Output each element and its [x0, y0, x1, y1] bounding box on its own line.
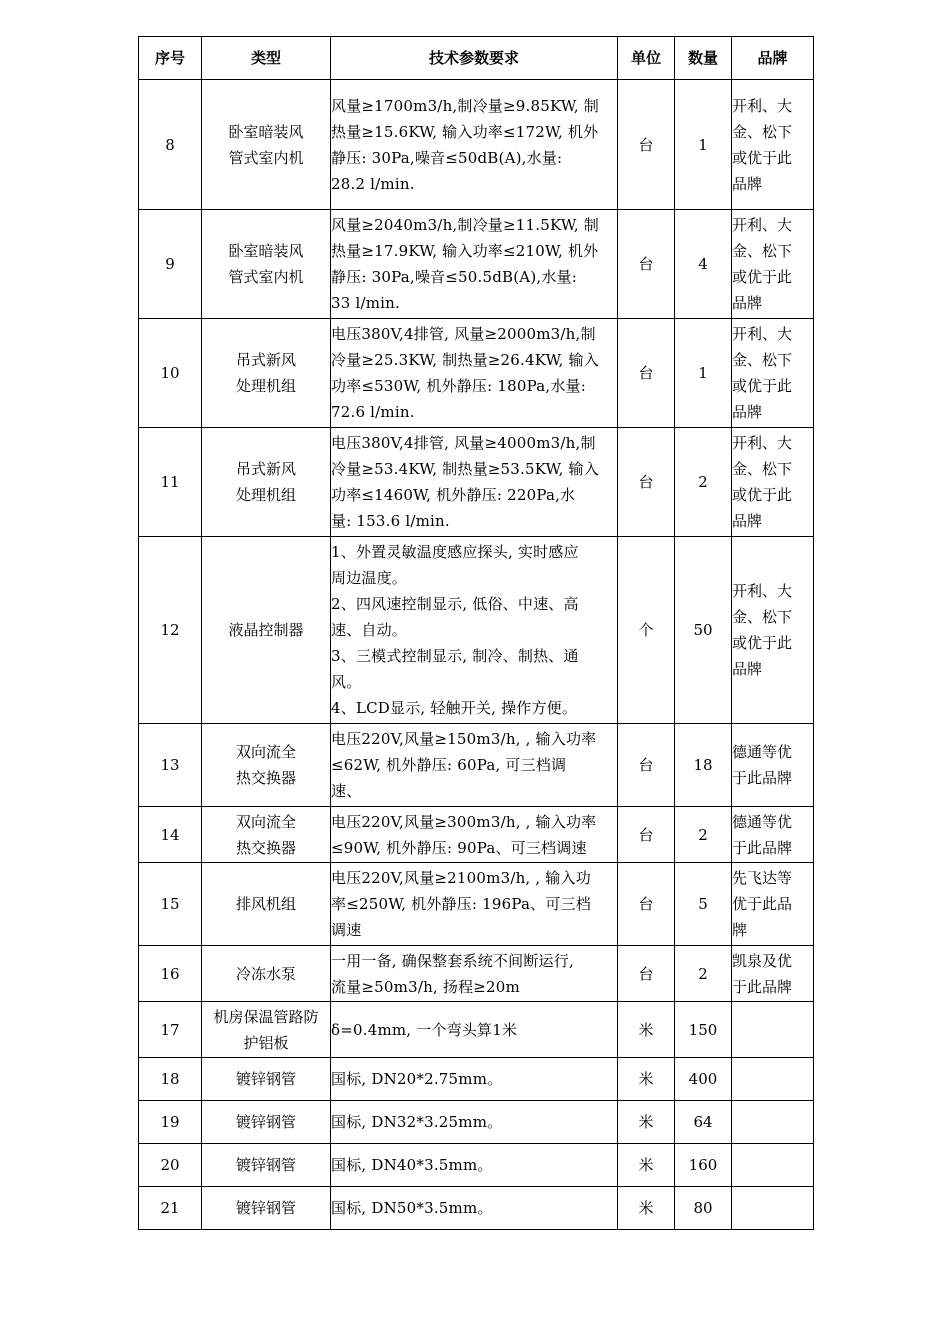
row-no: 15 [139, 863, 202, 946]
row-tech-line: 72.6 l/min. [331, 403, 415, 421]
row-tech-line: 一用一备, 确保整套系统不间断运行, [331, 951, 574, 970]
row-brand-line: 金、松下 [732, 242, 793, 260]
row-brand [732, 428, 814, 537]
row-tech [331, 1002, 618, 1058]
row-qty: 1 [675, 319, 732, 428]
row-no: 17 [139, 1002, 202, 1058]
row-type-line: 热交换器 [235, 838, 296, 857]
row-tech-line: 国标, DN32*3.25mm。 [331, 1113, 503, 1131]
row-type-line: 镀锌钢管 [235, 1199, 296, 1217]
row-brand-line: 品牌 [732, 660, 763, 678]
header-type: 类型 [202, 37, 331, 80]
row-no: 19 [139, 1101, 202, 1144]
row-unit: 台 [618, 807, 675, 863]
row-no: 12 [139, 537, 202, 724]
row-tech-line: 静压: 30Pa,噪音≤50.5dB(A),水量: [331, 268, 577, 286]
row-no: 20 [139, 1144, 202, 1187]
row-type [202, 210, 331, 319]
row-tech-line: 速、 [331, 782, 362, 800]
row-unit: 米 [618, 1058, 675, 1101]
row-brand-line: 于此品牌 [732, 838, 793, 857]
row-brand [732, 1101, 814, 1144]
row-qty: 50 [675, 537, 732, 724]
row-tech-line: 4、LCD显示, 轻触开关, 操作方便。 [331, 699, 578, 717]
row-brand [732, 1058, 814, 1101]
row-tech [331, 863, 618, 946]
row-type-line: 热交换器 [235, 769, 296, 787]
row-type [202, 1101, 331, 1144]
row-tech-line: 风量≥2040m3/h,制冷量≥11.5KW, 制 [331, 216, 599, 234]
row-brand [732, 210, 814, 319]
row-tech-line: 冷量≥25.3KW, 制热量≥26.4KW, 输入 [331, 351, 599, 369]
row-brand-line: 开利、大 [732, 216, 793, 234]
row-type [202, 724, 331, 807]
row-brand-line: 先飞达等 [732, 869, 793, 887]
row-tech-line: 热量≥15.6KW, 输入功率≤172W, 机外 [331, 122, 599, 141]
row-tech-line: δ=0.4mm, 一个弯头算1米 [331, 1020, 518, 1039]
row-no: 9 [139, 210, 202, 319]
row-brand-line: 金、松下 [732, 608, 793, 626]
row-brand-line: 品牌 [732, 294, 763, 312]
table-row [139, 319, 814, 428]
row-unit: 米 [618, 1187, 675, 1230]
header-unit: 单位 [618, 37, 675, 80]
row-brand [732, 863, 814, 946]
row-tech-line: 28.2 l/min. [331, 174, 415, 193]
row-brand-line: 开利、大 [732, 325, 793, 343]
row-brand-line: 金、松下 [732, 351, 793, 369]
row-tech-line: 电压380V,4排管, 风量≥2000m3/h,制 [331, 325, 596, 343]
row-brand-line: 开利、大 [732, 96, 793, 115]
row-brand-line: 品牌 [732, 512, 763, 530]
row-type-line: 液晶控制器 [228, 621, 304, 639]
equipment-spec-table [138, 36, 814, 1230]
header-row [139, 37, 814, 80]
row-unit: 台 [618, 428, 675, 537]
row-type-line: 双向流全 [235, 743, 296, 761]
row-brand [732, 1187, 814, 1230]
row-type-line: 卧室暗装风 [228, 122, 304, 141]
row-type-line: 镀锌钢管 [235, 1113, 296, 1131]
table-row [139, 1187, 814, 1230]
row-tech-line: ≤90W, 机外静压: 90Pa、可三档调速 [331, 838, 587, 857]
row-unit: 米 [618, 1101, 675, 1144]
row-unit: 米 [618, 1002, 675, 1058]
row-brand-line: 品牌 [732, 174, 763, 193]
row-no: 8 [139, 80, 202, 210]
row-type [202, 80, 331, 210]
table-row [139, 807, 814, 863]
row-unit: 个 [618, 537, 675, 724]
table-row [139, 210, 814, 319]
row-brand-line: 德通等优 [732, 743, 793, 761]
row-tech [331, 80, 618, 210]
header-no: 序号 [139, 37, 202, 80]
row-tech-line: 速、自动。 [331, 621, 408, 639]
row-tech-line: 1、外置灵敏温度感应探头, 实时感应 [331, 543, 579, 561]
row-brand-line: 牌 [732, 921, 748, 939]
row-tech-line: 功率≤530W, 机外静压: 180Pa,水量: [331, 377, 586, 395]
row-type-line: 冷冻水泵 [235, 964, 296, 983]
table-row [139, 724, 814, 807]
row-tech [331, 1058, 618, 1101]
row-brand [732, 537, 814, 724]
row-unit: 台 [618, 210, 675, 319]
row-tech-line: 风量≥1700m3/h,制冷量≥9.85KW, 制 [331, 96, 599, 115]
row-tech [331, 319, 618, 428]
row-type-line: 处理机组 [235, 486, 296, 504]
table-row [139, 1144, 814, 1187]
row-type-line: 卧室暗装风 [228, 242, 304, 260]
row-tech-line: 国标, DN40*3.5mm。 [331, 1156, 493, 1174]
row-tech-line: 33 l/min. [331, 294, 400, 312]
row-type [202, 807, 331, 863]
row-brand-line: 凯泉及优 [732, 951, 793, 970]
row-unit: 台 [618, 946, 675, 1002]
row-tech-line: 电压220V,风量≥2100m3/h, , 输入功 [331, 869, 591, 887]
row-brand-line: 或优于此 [732, 486, 793, 504]
row-brand [732, 80, 814, 210]
row-type-line: 镀锌钢管 [235, 1156, 296, 1174]
row-brand [732, 319, 814, 428]
row-tech-line: 2、四风速控制显示, 低俗、中速、高 [331, 595, 579, 613]
row-type [202, 1187, 331, 1230]
row-type-line: 管式室内机 [228, 148, 304, 167]
row-tech [331, 1101, 618, 1144]
table-row [139, 537, 814, 724]
row-qty: 150 [675, 1002, 732, 1058]
row-tech-line: 电压220V,风量≥300m3/h, , 输入功率 [331, 812, 597, 831]
row-type-line: 护铝板 [243, 1033, 289, 1052]
row-brand-line: 金、松下 [732, 122, 793, 141]
row-no: 21 [139, 1187, 202, 1230]
table-row [139, 1002, 814, 1058]
row-type [202, 319, 331, 428]
row-tech [331, 428, 618, 537]
row-qty: 1 [675, 80, 732, 210]
row-brand [732, 1144, 814, 1187]
row-brand-line: 优于此品 [732, 895, 793, 913]
row-qty: 64 [675, 1101, 732, 1144]
row-qty: 2 [675, 946, 732, 1002]
row-tech-line: 电压220V,风量≥150m3/h, , 输入功率 [331, 730, 597, 748]
row-tech [331, 724, 618, 807]
row-no: 13 [139, 724, 202, 807]
header-brand: 品牌 [732, 37, 814, 80]
row-type-line: 排风机组 [235, 895, 296, 913]
header-qty: 数量 [675, 37, 732, 80]
row-qty: 4 [675, 210, 732, 319]
row-tech-line: 电压380V,4排管, 风量≥4000m3/h,制 [331, 434, 596, 452]
row-type [202, 1058, 331, 1101]
row-qty: 400 [675, 1058, 732, 1101]
table-row [139, 1101, 814, 1144]
row-brand-line: 或优于此 [732, 148, 793, 167]
row-brand-line: 品牌 [732, 403, 763, 421]
row-unit: 米 [618, 1144, 675, 1187]
row-tech-line: 3、三模式控制显示, 制冷、制热、通 [331, 647, 579, 665]
row-tech-line: 量: 153.6 l/min. [331, 512, 450, 530]
row-brand [732, 1002, 814, 1058]
row-qty: 5 [675, 863, 732, 946]
row-unit: 台 [618, 319, 675, 428]
row-tech-line: 国标, DN20*2.75mm。 [331, 1070, 503, 1088]
row-no: 14 [139, 807, 202, 863]
row-brand-line: 金、松下 [732, 460, 793, 478]
row-brand-line: 或优于此 [732, 377, 793, 395]
row-type [202, 537, 331, 724]
row-type [202, 863, 331, 946]
row-tech-line: ≤62W, 机外静压: 60Pa, 可三档调 [331, 756, 567, 774]
row-tech-line: 风。 [331, 673, 362, 691]
row-tech-line: 静压: 30Pa,噪音≤50dB(A),水量: [331, 148, 563, 167]
row-tech-line: 功率≤1460W, 机外静压: 220Pa,水 [331, 486, 576, 504]
row-tech-line: 周边温度。 [331, 569, 408, 587]
table-row [139, 863, 814, 946]
row-tech [331, 946, 618, 1002]
row-no: 18 [139, 1058, 202, 1101]
row-tech [331, 537, 618, 724]
row-unit: 台 [618, 80, 675, 210]
row-tech-line: 冷量≥53.4KW, 制热量≥53.5KW, 输入 [331, 460, 599, 478]
row-no: 16 [139, 946, 202, 1002]
table-row [139, 428, 814, 537]
row-tech-line: 国标, DN50*3.5mm。 [331, 1199, 493, 1217]
row-qty: 18 [675, 724, 732, 807]
row-brand-line: 德通等优 [732, 812, 793, 831]
row-tech-line: 率≤250W, 机外静压: 196Pa、可三档 [331, 895, 591, 913]
table-body [139, 80, 814, 1230]
row-qty: 160 [675, 1144, 732, 1187]
row-type-line: 双向流全 [235, 812, 296, 831]
row-no: 11 [139, 428, 202, 537]
row-type [202, 428, 331, 537]
row-type [202, 1002, 331, 1058]
table-row [139, 946, 814, 1002]
row-brand-line: 于此品牌 [732, 769, 793, 787]
row-type-line: 管式室内机 [228, 268, 304, 286]
row-brand [732, 807, 814, 863]
row-qty: 2 [675, 807, 732, 863]
row-type [202, 946, 331, 1002]
row-brand [732, 946, 814, 1002]
row-brand [732, 724, 814, 807]
row-type-line: 机房保温管路防 [213, 1007, 319, 1026]
row-brand-line: 或优于此 [732, 268, 793, 286]
row-tech [331, 1187, 618, 1230]
row-tech [331, 210, 618, 319]
row-brand-line: 于此品牌 [732, 977, 793, 996]
row-unit: 台 [618, 863, 675, 946]
row-type-line: 吊式新风 [235, 460, 296, 478]
row-tech-line: 热量≥17.9KW, 输入功率≤210W, 机外 [331, 242, 599, 260]
row-unit: 台 [618, 724, 675, 807]
row-qty: 2 [675, 428, 732, 537]
row-brand-line: 开利、大 [732, 434, 793, 452]
row-type-line: 镀锌钢管 [235, 1070, 296, 1088]
row-type-line: 吊式新风 [235, 351, 296, 369]
row-tech [331, 807, 618, 863]
row-tech-line: 调速 [331, 921, 362, 939]
table-row [139, 80, 814, 210]
header-tech: 技术参数要求 [331, 37, 618, 80]
row-type [202, 1144, 331, 1187]
row-type-line: 处理机组 [235, 377, 296, 395]
row-qty: 80 [675, 1187, 732, 1230]
row-no: 10 [139, 319, 202, 428]
row-brand-line: 或优于此 [732, 634, 793, 652]
table-row [139, 1058, 814, 1101]
row-tech-line: 流量≥50m3/h, 扬程≥20m [331, 977, 520, 996]
row-tech [331, 1144, 618, 1187]
row-brand-line: 开利、大 [732, 582, 793, 600]
